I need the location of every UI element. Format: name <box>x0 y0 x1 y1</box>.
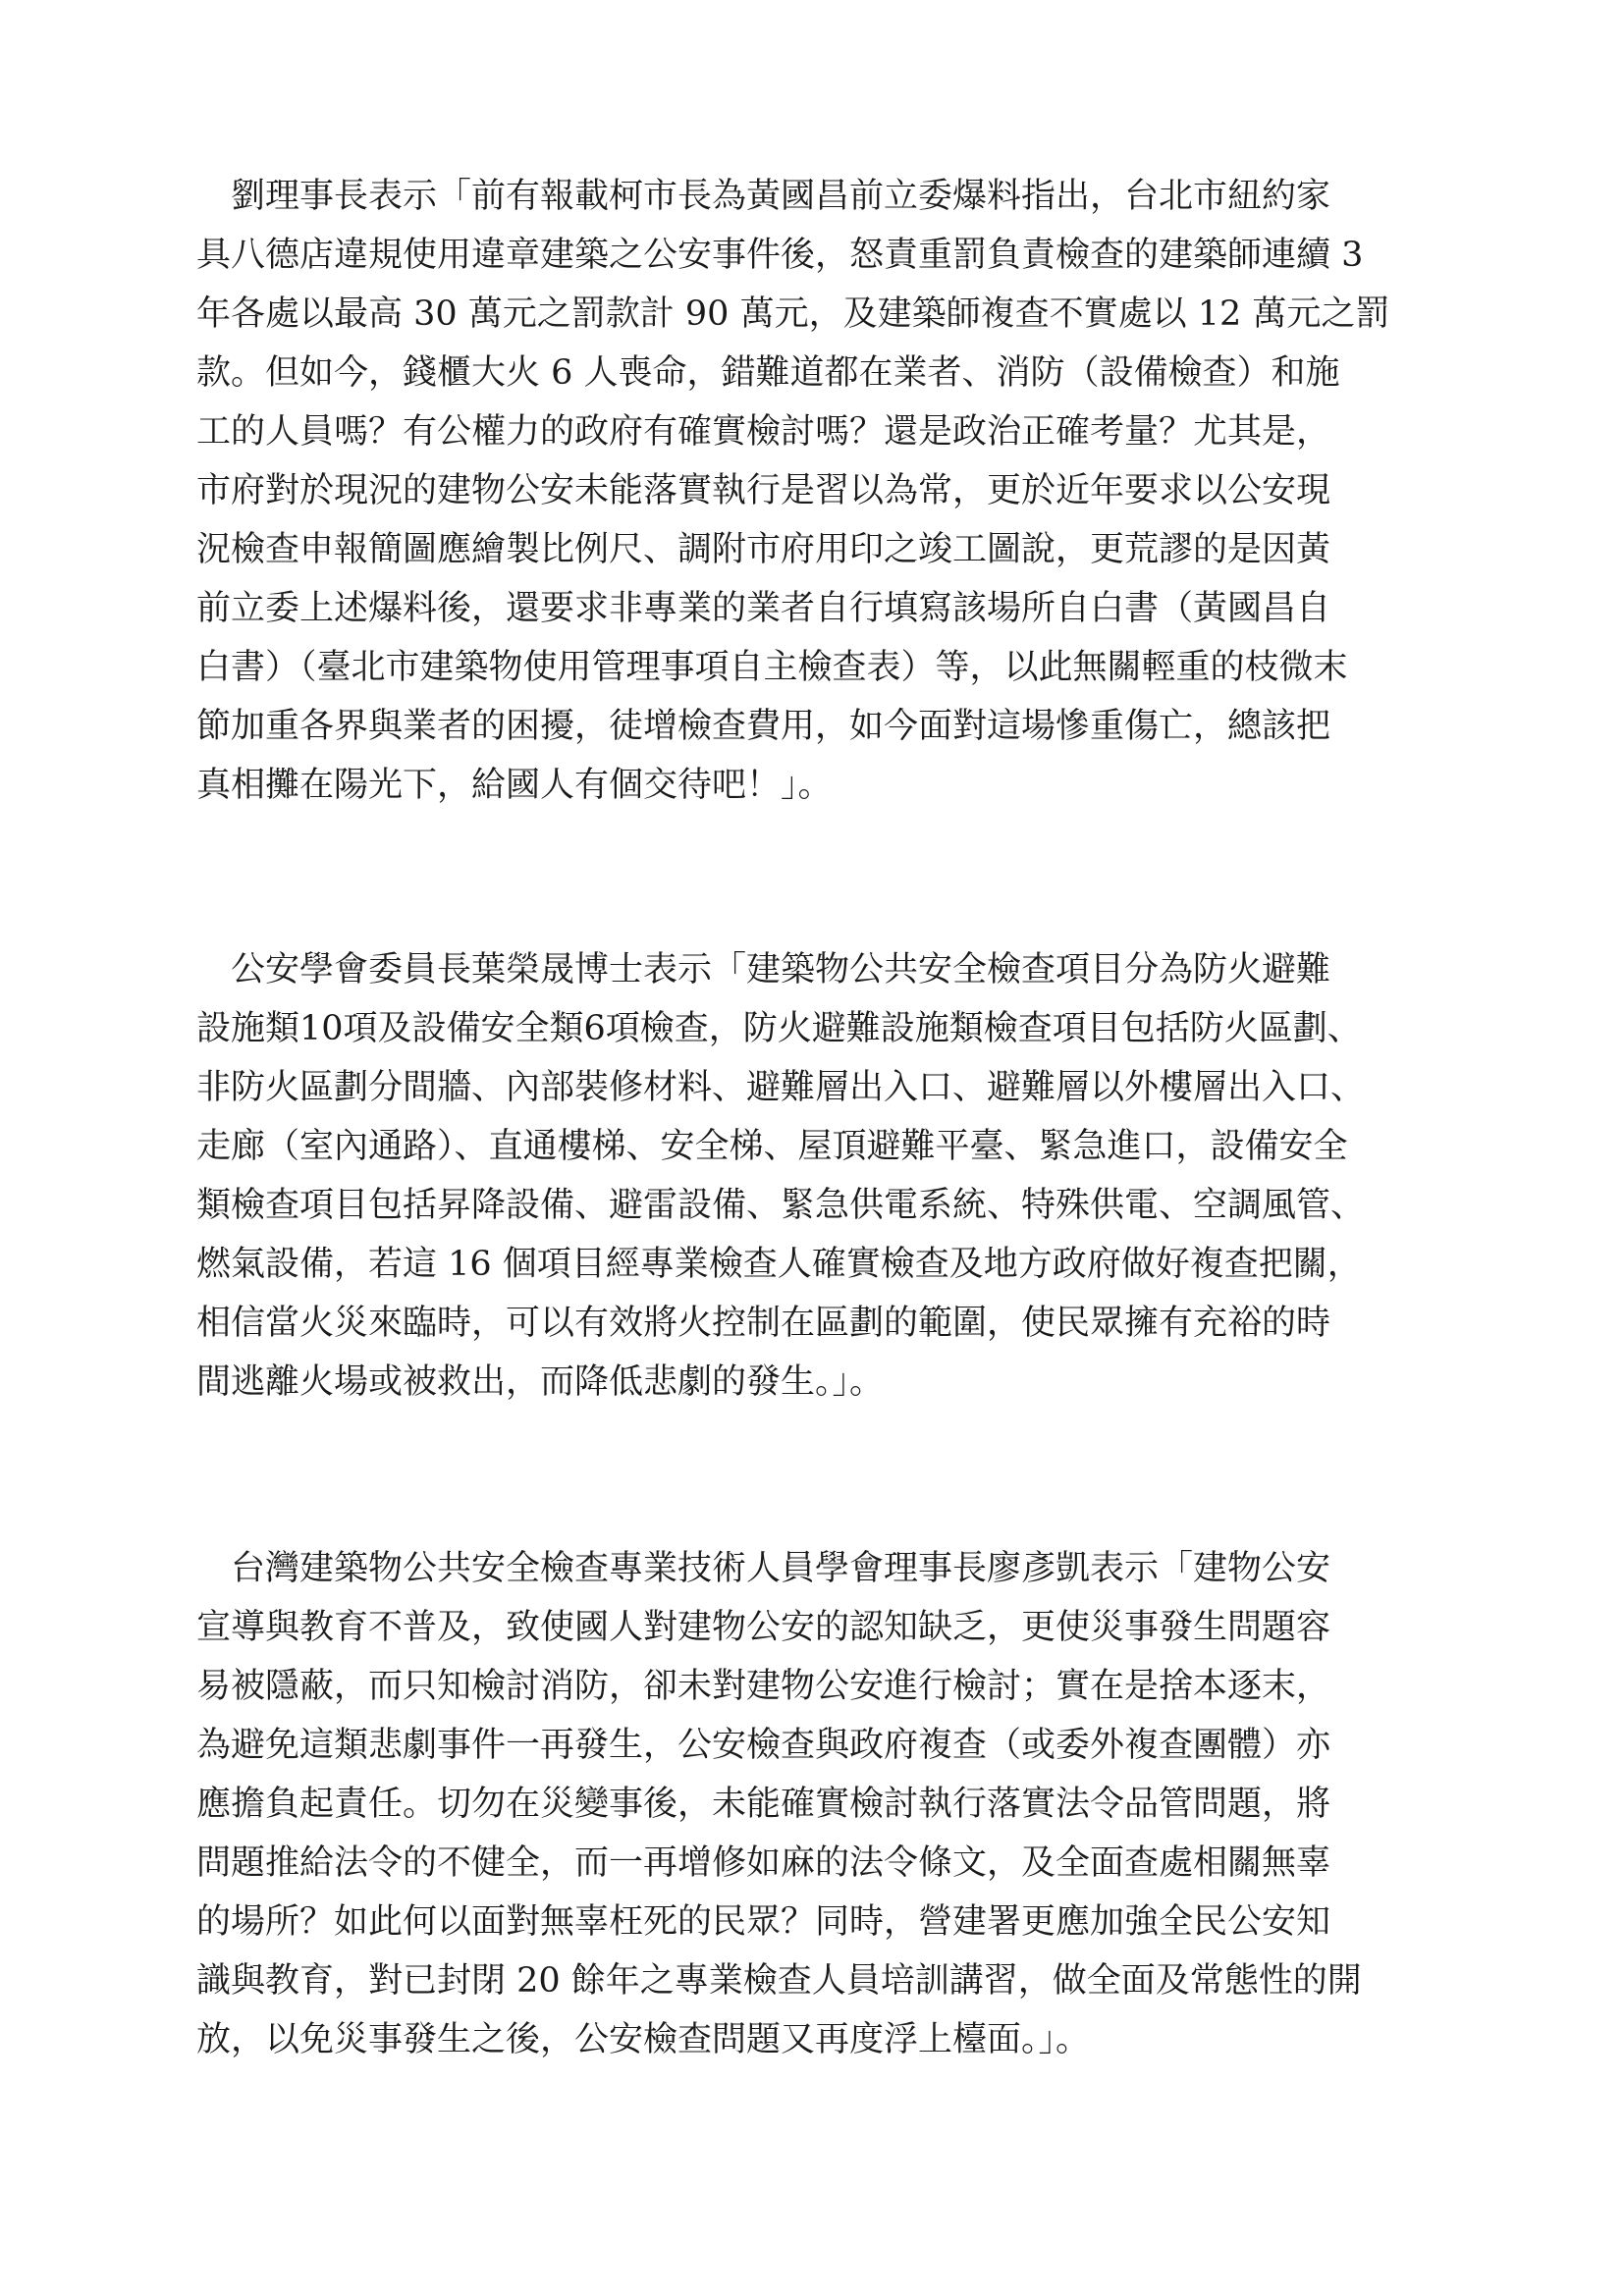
paragraph-line: 公安學會委員長葉榮晟博士表示「建築物公共安全檢查項目分為防火避難 <box>196 950 1331 989</box>
paragraph-line: 識與教育，對已封閉 20 餘年之專業檢查人員培訓講習，做全面及常態性的開 <box>196 1961 1362 2001</box>
paragraph-line: 工的人員嗎？有公權力的政府有確實檢討嗎？還是政治正確考量？尤其是， <box>196 412 1331 452</box>
paragraph-line: 前立委上述爆料後，還要求非專業的業者自行填寫該場所自白書（黃國昌自 <box>196 589 1331 628</box>
paragraph-line: 間逃離火場或被救出，而降低悲劇的發生。」。 <box>196 1362 885 1402</box>
paragraph-line: 節加重各界與業者的困擾，徒增檢查費用，如今面對這場慘重傷亡，總該把 <box>196 707 1331 746</box>
paragraph-line: 問題推給法令的不健全，而一再增修如麻的法令條文，及全面查處相關無辜 <box>196 1843 1331 1883</box>
paragraph-line: 為避免這類悲劇事件一再發生，公安檢查與政府複查（或委外複查團體）亦 <box>196 1726 1331 1765</box>
paragraph-line: 款。但如今，錢櫃大火 6 人喪命，錯難道都在業者、消防（設備檢查）和施 <box>196 353 1340 393</box>
paragraph-line: 白書）（臺北市建築物使用管理事項自主檢查表）等，以此無關輕重的枝微末 <box>196 648 1348 687</box>
paragraph-line: 年各處以最高 30 萬元之罰款計 90 萬元，及建築師複查不實處以 12 萬元之罰 <box>196 294 1390 334</box>
paragraph-line: 應擔負起責任。切勿在災變事後，未能確實檢討執行落實法令品管問題，將 <box>196 1785 1331 1824</box>
paragraph-line: 的場所？如此何以面對無辜枉死的民眾？同時，營建署更應加強全民公安知 <box>196 1902 1331 1942</box>
paragraph-line: 真相攤在陽光下，給國人有個交待吧！」。 <box>196 766 833 805</box>
paragraph-line: 宣導與教育不普及，致使國人對建物公安的認知缺乏，更使災事發生問題容 <box>196 1608 1331 1647</box>
paragraph-line: 燃氣設備，若這 16 個項目經專業檢查人確實檢查及地方政府做好複查把關， <box>196 1245 1362 1284</box>
paragraph-line: 市府對於現況的建物公安未能落實執行是習以為常，更於近年要求以公安現 <box>196 471 1331 510</box>
paragraph-line: 況檢查申報簡圖應繪製比例尺、調附市府用印之竣工圖說，更荒謬的是因黃 <box>196 530 1331 569</box>
paragraph-line: 易被隱蔽，而只知檢討消防，卻未對建物公安進行檢討；實在是捨本逐末， <box>196 1667 1331 1706</box>
paragraph-line: 類檢查項目包括昇降設備、避雷設備、緊急供電系統、特殊供電、空調風管、 <box>196 1186 1366 1225</box>
paragraph-line: 台灣建築物公共安全檢查專業技術人員學會理事長廖彥凱表示「建物公安 <box>196 1549 1331 1588</box>
paragraph-line: 劉理事長表示「前有報載柯市長為黃國昌前立委爆料指出，台北市紐約家 <box>196 177 1331 216</box>
paragraph-line: 具八德店違規使用違章建築之公安事件後，怒責重罰負責檢查的建築師連續 3 <box>196 236 1364 275</box>
paragraph-line: 放，以免災事發生之後，公安檢查問題又再度浮上檯面。」。 <box>196 2020 1091 2059</box>
paragraph-line: 設施類10項及設備安全類6項檢查，防火避難設施類檢查項目包括防火區劃、 <box>196 1009 1362 1048</box>
paragraph-line: 走廊（室內通路）、直通樓梯、安全梯、屋頂避難平臺、緊急進口，設備安全 <box>196 1127 1348 1166</box>
paragraph-line: 相信當火災來臨時，可以有效將火控制在區劃的範圍，使民眾擁有充裕的時 <box>196 1304 1331 1343</box>
paragraph-line: 非防火區劃分間牆、內部裝修材料、避難層出入口、避難層以外樓層出入口、 <box>196 1068 1366 1107</box>
